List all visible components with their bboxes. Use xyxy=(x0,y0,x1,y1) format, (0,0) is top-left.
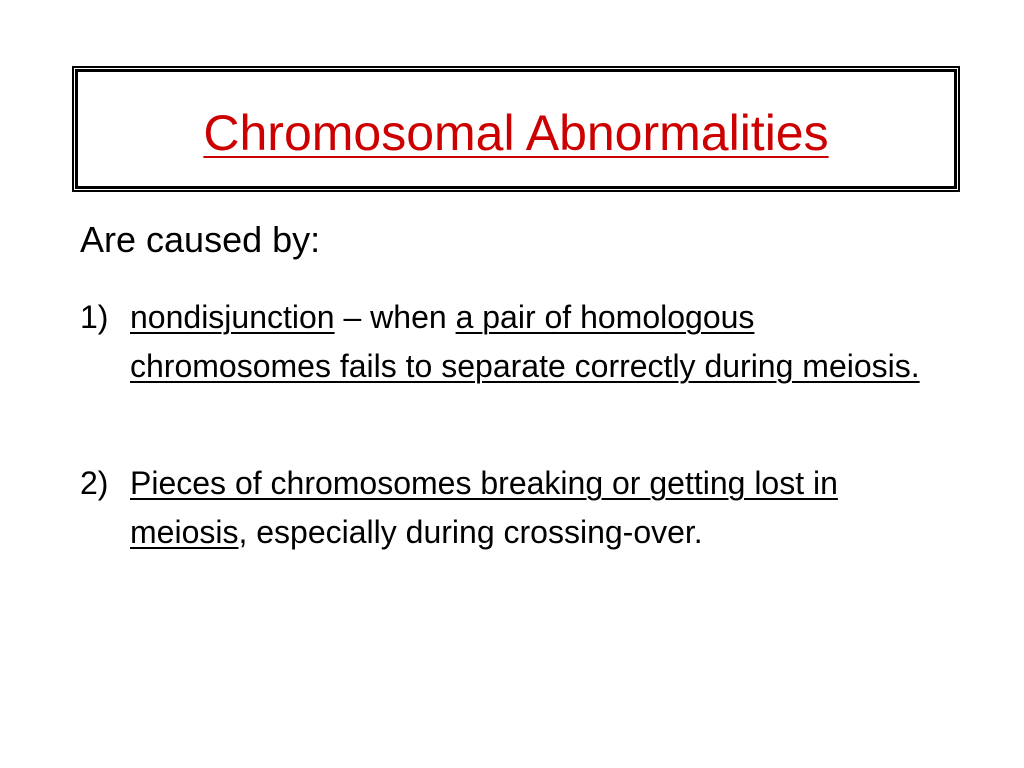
list-item-number: 2) xyxy=(80,465,109,501)
list-item-body xyxy=(130,293,920,391)
term-nondisjunction: nondisjunction xyxy=(130,299,335,335)
item-2-rest-text: , especially during crossing-over. xyxy=(238,514,703,550)
list-item-1 xyxy=(80,293,920,391)
title-box xyxy=(72,66,960,192)
list-item-2 xyxy=(80,459,920,557)
connector-text: – when xyxy=(334,299,456,335)
nondisjunction-definition: a pair of homologous chromosomes fails to separate correctly during meiosis. xyxy=(130,299,920,384)
list-item-body xyxy=(130,459,920,557)
list-item-number: 1) xyxy=(80,299,109,335)
term-chromosome-breakage: Pieces of chromosomes breaking or getting lost in meiosis xyxy=(130,465,838,550)
intro-text: Are caused by: xyxy=(80,219,321,260)
slide-title: Chromosomal Abnormalities xyxy=(203,105,829,161)
